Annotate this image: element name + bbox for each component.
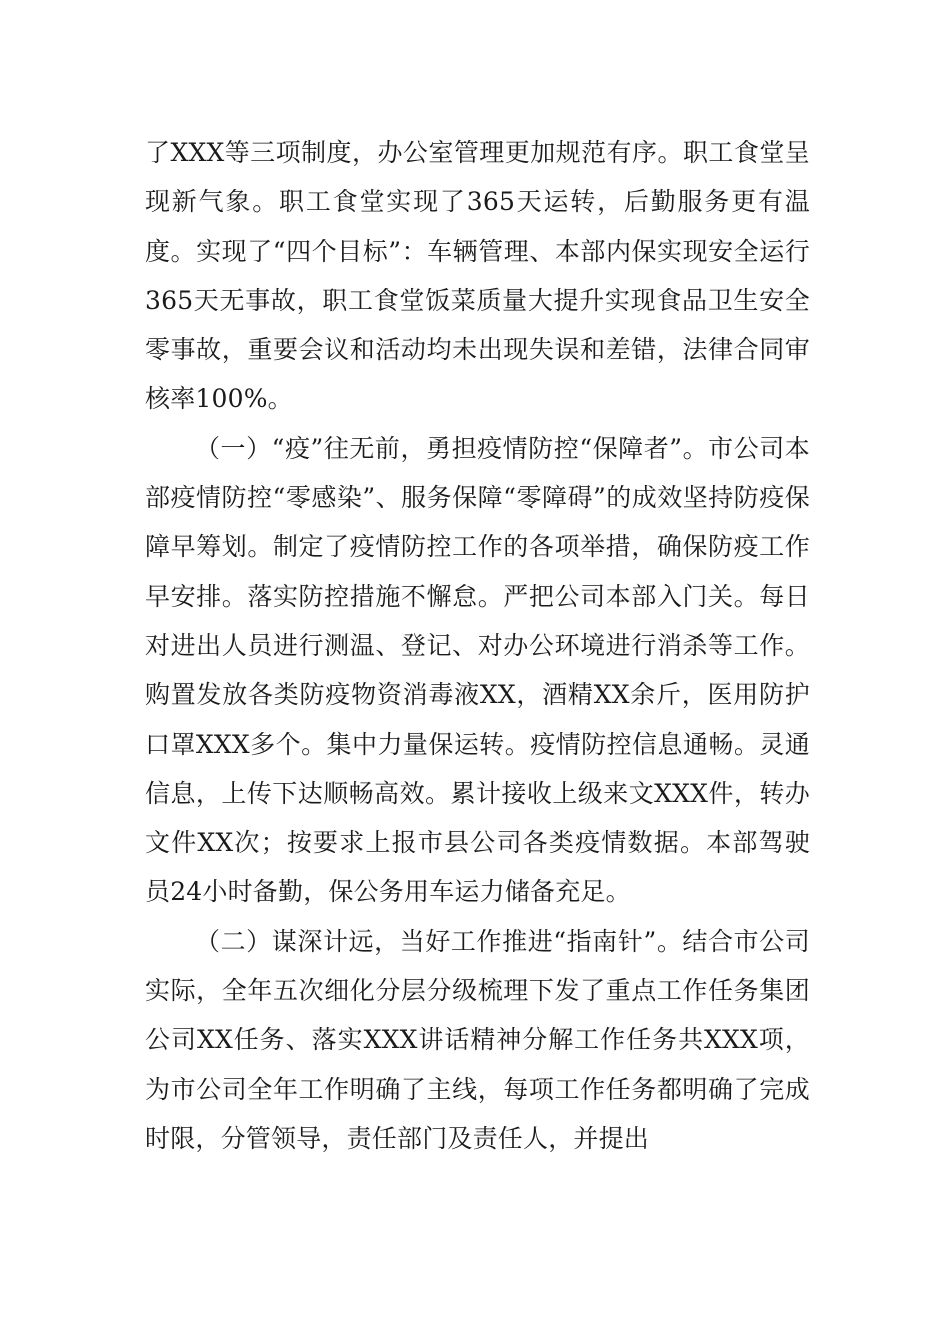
paragraph-3: （二）谋深计远，当好工作推进“指南针”。结合市公司实际，全年五次细化分层分级梳理下发了重点工作任务集团公司XX任务、落实XXX讲话精神分解工作任务共XXX项，为市公司全年工作明确了主线，每项工作任务都明确了完成时限，分管领导，责任部门及责任人，并提出: [145, 926, 810, 1153]
paragraph-2: （一）“疫”往无前，勇担疫情防控“保障者”。市公司本部疫情防控“零感染”、服务保障“零障碍”的成效坚持防疫保障早筹划。制定了疫情防控工作的各项举措，确保防疫工作早安排。落实防控措施不懈怠。严把公司本部入门关。每日对进出人员进行测温、登记、对办公环境进行消杀等工作。购置发放各类防疫物资消毒液XX，酒精XX余斤，医用防护口罩XXX多个。集中力量保运转。疫情防控信息通畅。灵通信息，上传下达顺畅高效。累计接收上级来文XXX件，转办文件XX次；按要求上报市县公司各类疫情数据。本部驾驶员24小时备勤，保公务用车运力储备充足。: [145, 433, 810, 907]
document-body: [145, 128, 810, 1163]
paragraph-1: 了XXX等三项制度，办公室管理更加规范有序。职工食堂呈现新气象。职工食堂实现了365天运转，后勤服务更有温度。实现了“四个目标”：车辆管理、本部内保实现安全运行365天无事故，职工食堂饭菜质量大提升实现食品卫生安全零事故，重要会议和活动均未出现失误和差错，法律合同审核率100%。: [145, 138, 810, 414]
